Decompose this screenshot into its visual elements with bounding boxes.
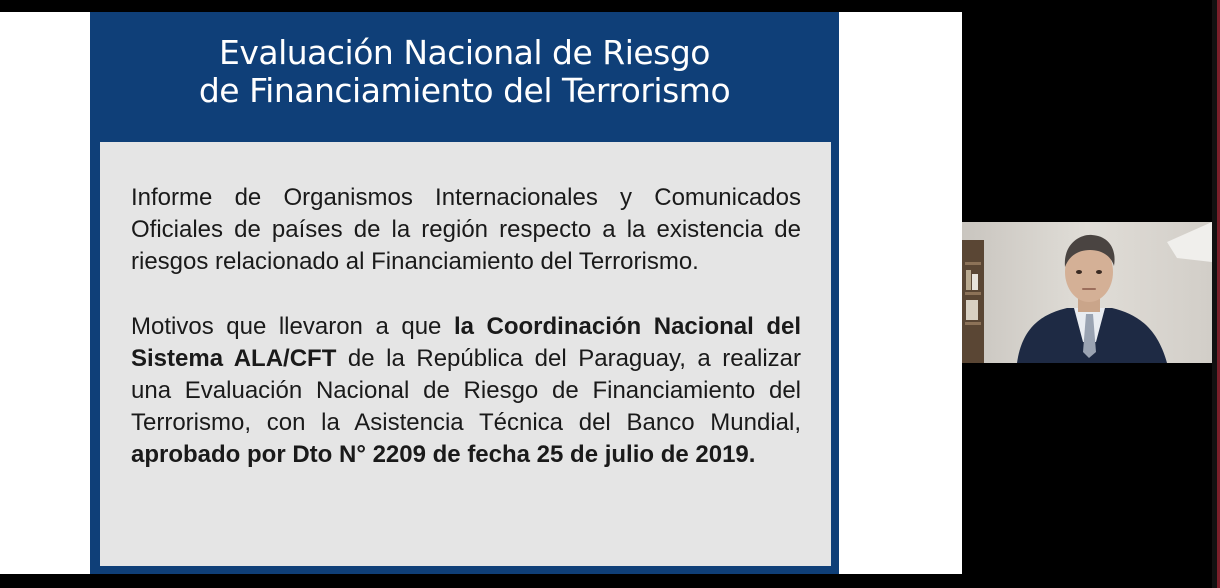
slide-title-line-2: de Financiamiento del Terrorismo — [198, 71, 731, 110]
slide-body — [100, 142, 831, 566]
paragraph-2-text-a: Motivos que llevaron a que — [131, 313, 454, 340]
slide-paragraph-2 — [131, 311, 801, 471]
participant-camera-image — [962, 222, 1212, 363]
presentation-slide — [90, 12, 839, 574]
slide-paragraph-1: Informe de Organismos Internacionales y Comunicados Oficiales de países de la región respecto a la existencia de riesgos relacionado al Financiamiento del Terrorismo. — [131, 184, 801, 275]
paragraph-2-bold-b: aprobado por Dto N° 2209 de fecha 25 de julio de 2019. — [131, 441, 756, 468]
paragraph-2-bold-a: la Coordinación Nacional del Sistema ALA/CFT — [131, 313, 802, 372]
shared-screen — [0, 12, 962, 574]
participant-video-tile[interactable] — [962, 222, 1212, 363]
slide-title-line-1: Evaluación Nacional de Riesgo — [219, 33, 710, 72]
paragraph-2-text-b: de la República del Paraguay, a realizar una Evaluación Nacional de Riesgo de Financiamiento del Terrorismo, con la Asistencia Técnica del Banco Mundial, — [131, 345, 801, 436]
slide-title — [90, 34, 839, 110]
window-edge — [1212, 0, 1220, 588]
